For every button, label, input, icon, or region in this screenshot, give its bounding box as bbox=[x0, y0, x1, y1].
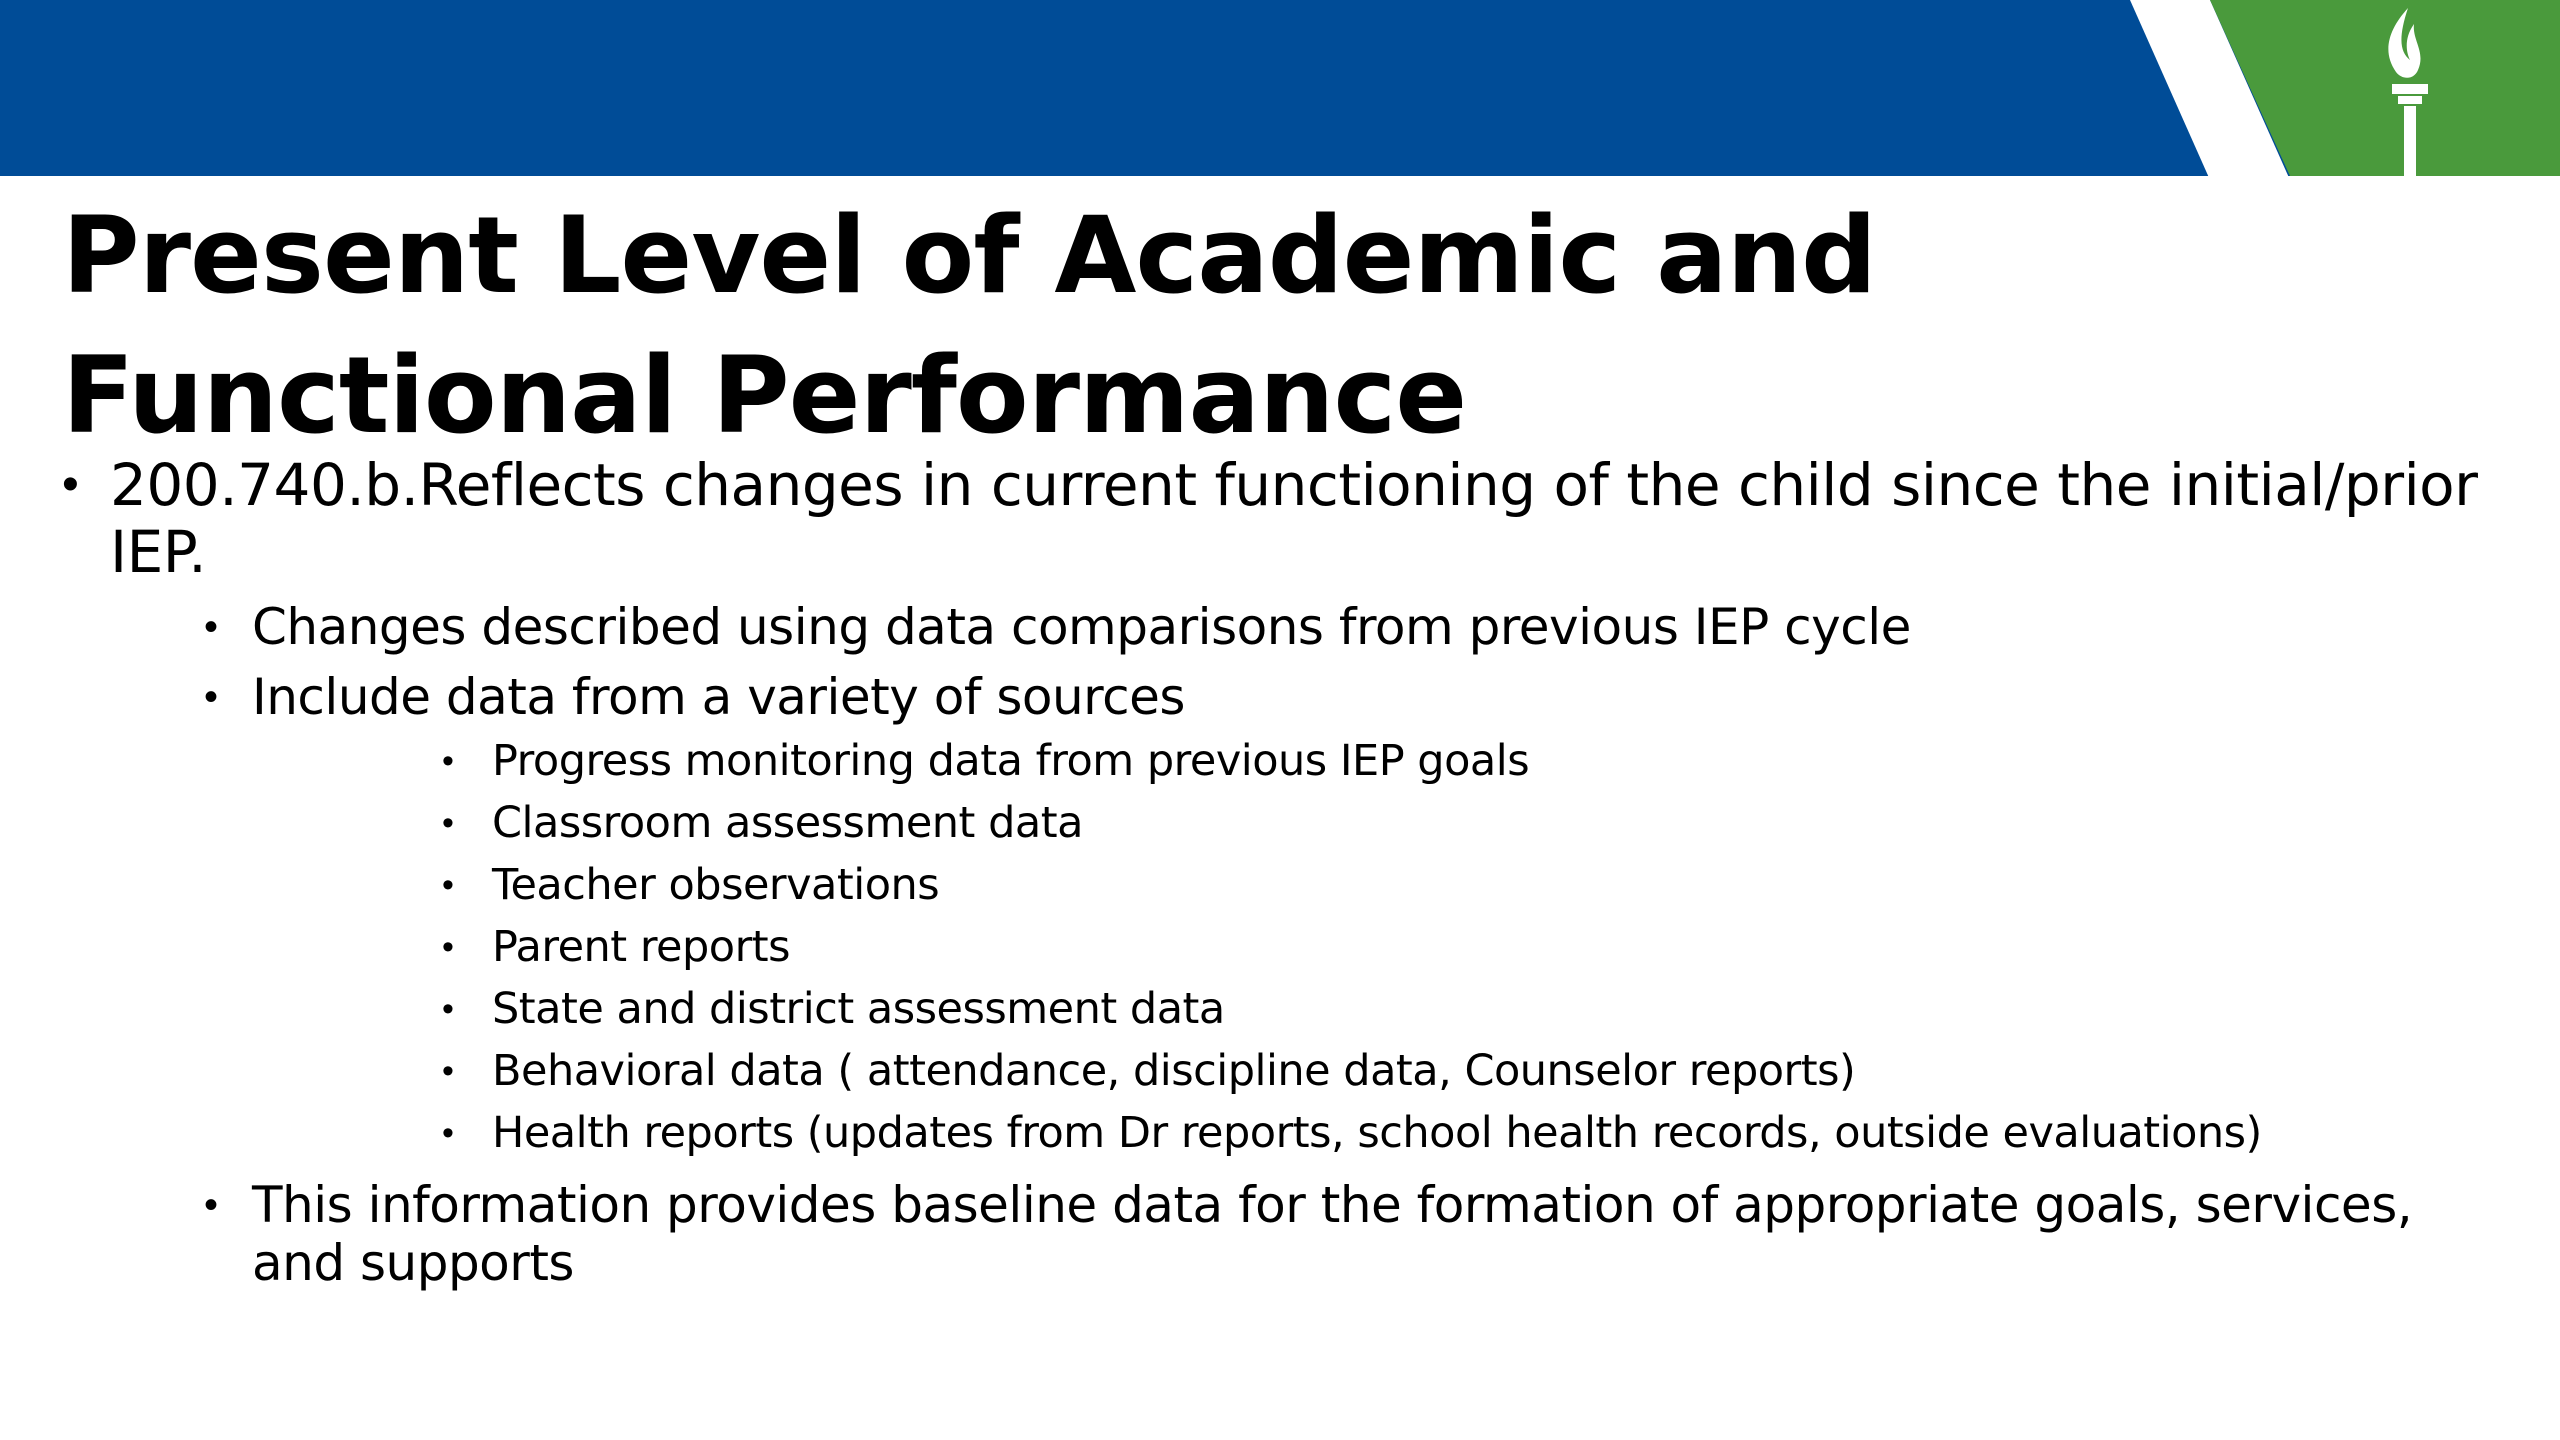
sub-bullet-item bbox=[110, 1176, 2502, 1292]
sub-sub-bullet-text: Progress monitoring data from previous IEP goals bbox=[492, 736, 1530, 786]
sub-sub-bullet-item bbox=[252, 916, 2502, 978]
bullet-marker: • bbox=[204, 1183, 219, 1227]
sub-sub-bullet-item bbox=[252, 730, 2502, 792]
bullet-item bbox=[62, 452, 2502, 1292]
sub-bullet-text: Include data from a variety of sources bbox=[252, 668, 1185, 726]
sub-sub-bullet-text: Classroom assessment data bbox=[492, 798, 1083, 848]
bullet-text: 200.740.b.Reflects changes in current functioning of the child since the initial/prior IEP. bbox=[110, 451, 2478, 586]
sub-bullet-item bbox=[110, 668, 2502, 1164]
bullet-marker: • bbox=[442, 990, 454, 1028]
sub-bullet-list bbox=[110, 598, 2502, 1292]
sub-sub-bullet-item bbox=[252, 1040, 2502, 1102]
sub-sub-bullet-text: Behavioral data ( attendance, discipline data, Counselor reports) bbox=[492, 1046, 1856, 1096]
sub-sub-bullet-item bbox=[252, 792, 2502, 854]
bullet-list bbox=[62, 452, 2502, 1292]
bullet-marker: • bbox=[204, 675, 219, 719]
sub-sub-bullet-list bbox=[252, 730, 2502, 1164]
sub-sub-bullet-item bbox=[252, 1102, 2502, 1164]
bullet-marker: • bbox=[204, 605, 219, 649]
sub-sub-bullet-text: Teacher observations bbox=[492, 860, 940, 910]
header-banner bbox=[0, 0, 2560, 180]
slide-title: Present Level of Academic and Functional Performance bbox=[62, 194, 1876, 457]
sub-sub-bullet-item bbox=[252, 978, 2502, 1040]
bullet-marker: • bbox=[442, 804, 454, 842]
bullet-marker: • bbox=[442, 742, 454, 780]
sub-bullet-text: This information provides baseline data for the formation of appropriate goals, services, and supports bbox=[252, 1176, 2413, 1292]
sub-bullet-item bbox=[110, 598, 2502, 656]
sub-sub-bullet-text: State and district assessment data bbox=[492, 984, 1225, 1034]
bullet-marker: • bbox=[442, 866, 454, 904]
sub-sub-bullet-item bbox=[252, 854, 2502, 916]
bullet-marker: • bbox=[442, 1052, 454, 1090]
slide-body bbox=[62, 452, 2502, 1292]
bullet-marker: • bbox=[442, 928, 454, 966]
sub-sub-bullet-text: Health reports (updates from Dr reports, school health records, outside evaluations) bbox=[492, 1108, 2262, 1158]
sub-sub-bullet-text: Parent reports bbox=[492, 922, 791, 972]
bullet-marker: • bbox=[62, 458, 79, 511]
bullet-marker: • bbox=[442, 1114, 454, 1152]
sub-bullet-text: Changes described using data comparisons from previous IEP cycle bbox=[252, 598, 1911, 656]
